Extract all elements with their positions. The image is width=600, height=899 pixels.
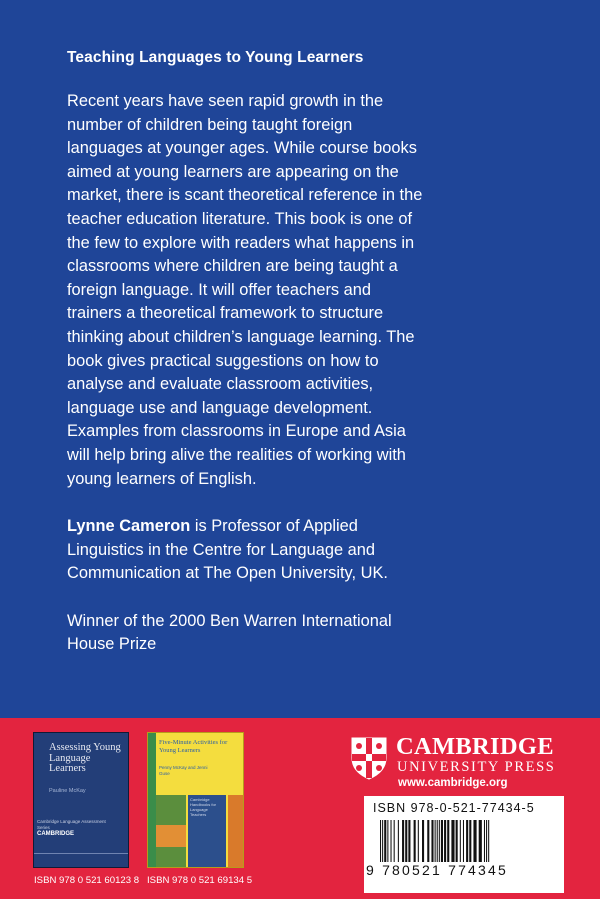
ean-digits: 9 780521 774345 [366, 862, 508, 878]
cover-divider [34, 853, 128, 860]
cover-stripe [148, 733, 156, 867]
related-book-1-title: Assessing Young Language Learners [49, 742, 121, 774]
blurb [67, 90, 427, 681]
related-book-2-author: Penny McKay and Jenni Guse [159, 765, 208, 776]
publisher-name: CAMBRIDGE [396, 733, 554, 760]
related-book-1-isbn: ISBN 978 0 521 60123 8 [34, 875, 140, 886]
author-name: Lynne Cameron [67, 517, 191, 536]
book-title: Teaching Languages to Young Learners [67, 49, 364, 66]
cambridge-shield-icon [350, 736, 388, 780]
publisher-press: UNIVERSITY PRESS [397, 759, 556, 775]
related-book-2-series: Cambridge Handbooks for Language Teachers [190, 797, 217, 817]
cover-block [156, 825, 186, 847]
description-paragraph: Recent years have seen rapid growth in the number of children being taught foreign languages at younger ages. While course books aimed at young learners are appearing on the market, there is scant theoretical reference in the teacher education literature. This book is one of the few to explore with readers what happens in classrooms where children are being taught a foreign language. It will offer teachers and trainers a theoretical framework to structure thinking about children’s language learning. The book gives practical suggestions on how to analyse and evaluate classroom activities, language use and language development. Examples from classrooms in Europe and Asia will help bring alive the realities of working with young learners of English. [67, 92, 423, 488]
publisher-url: www.cambridge.org [398, 777, 508, 789]
publisher-band [0, 718, 600, 899]
isbn-label: ISBN 978-0-521-77434-5 [373, 801, 535, 815]
related-book-2-isbn: ISBN 978 0 521 69134 5 [147, 875, 253, 886]
award-text: Winner of the 2000 Ben Warren International House Prize [67, 611, 392, 654]
related-book-2-title: Five-Minute Activities for Young Learners [159, 739, 228, 754]
related-book-cover-1 [33, 732, 129, 868]
related-book-1-author: Pauline McKay [49, 788, 86, 794]
author-paragraph [67, 515, 427, 586]
author-bio: is Professor of Applied Linguistics in the Centre for Language and Communication at The Open University, UK. [67, 517, 388, 583]
related-book-1-logo: CAMBRIDGE [37, 831, 74, 837]
related-book-1-series: Cambridge Language Assessment Series [37, 819, 106, 830]
barcode-panel [364, 796, 564, 893]
related-book-cover-2 [147, 732, 244, 868]
cover-block [228, 795, 244, 867]
